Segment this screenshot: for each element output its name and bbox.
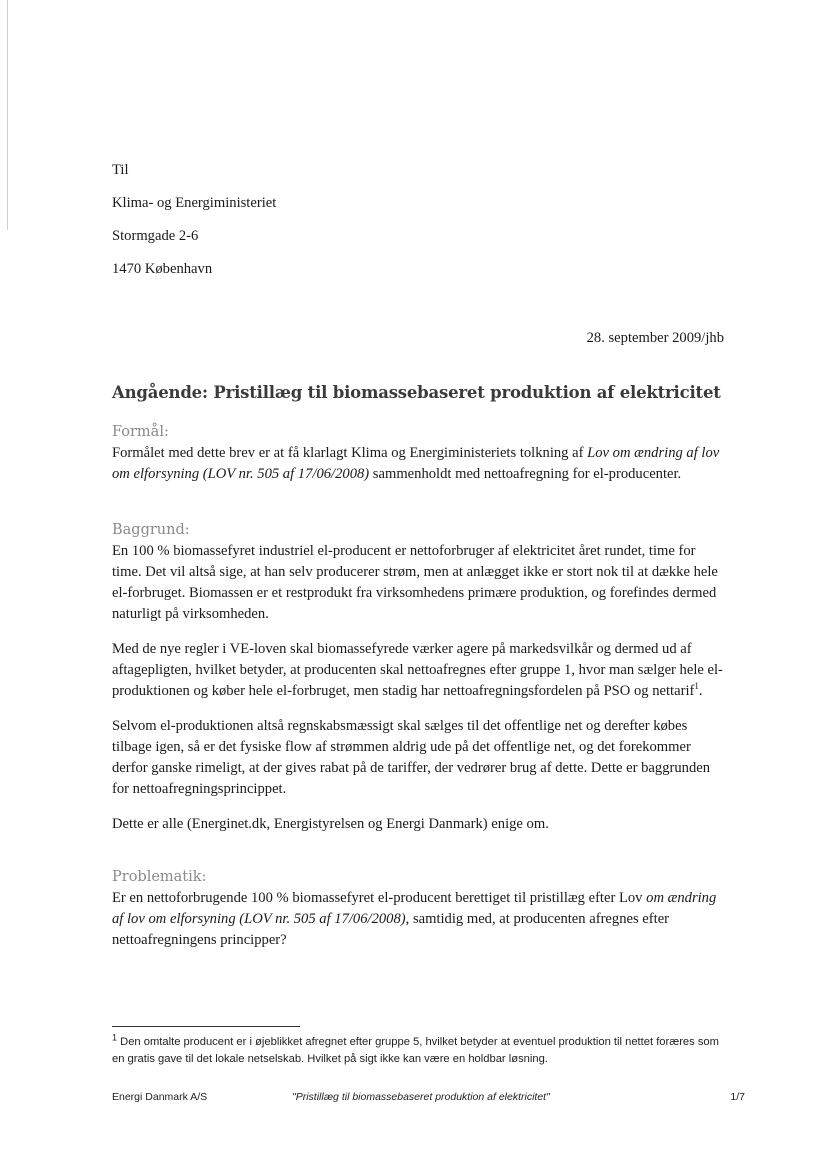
section-problematik <box>112 868 727 951</box>
baggrund-paragraph-1: En 100 % biomassefyret industriel el-producent er nettoforbruger af elektricitet året rundet, time for time. Det vil altså sige, at han selv producerer strøm, men at anlægget ikke er stort nok til at dække hele el-forbruget. Biomassen er et restprodukt fra virksomhedens primære produktion, og forefindes dermed naturligt på virksomheden. <box>112 543 718 622</box>
section-baggrund <box>112 521 727 835</box>
problematik-heading: Problematik: <box>112 869 207 885</box>
recipient-org: Klima- og Energiministeriet <box>112 195 277 211</box>
scan-edge-line <box>7 0 8 230</box>
footnote-text: Den omtalte producent er i øjeblikket afregnet efter gruppe 5, hvilket betyder at eventuel produktion til nettet foræres som en gratis gave til det lokale netselskab. Hvilket på sigt ikke kan være en holdbar løsning. <box>112 1036 719 1065</box>
recipient-street: Stormgade 2-6 <box>112 228 199 244</box>
recipient-to: Til <box>112 162 129 178</box>
section-formaal <box>112 423 727 485</box>
footer-title: "Pristillæg til biomassebaseret produktion af elektricitet" <box>292 1091 550 1103</box>
footnote-divider <box>112 1026 300 1027</box>
baggrund-heading: Baggrund: <box>112 522 190 538</box>
recipient-city: 1470 København <box>112 261 213 277</box>
formaal-law-title: Lov om ændring af lov om elforsyning (LOV nr. 505 af 17/06/2008) <box>112 445 720 482</box>
subject-heading: Angående: Pristillæg til biomassebaseret produktion af elektricitet <box>112 383 721 402</box>
baggrund-paragraph-2: Med de nye regler i VE-loven skal biomassefyrede værker agere på markedsvilkår og dermed ud af aftagepligten, hvilket betyder, at producenten skal nettoafregnes efter gruppe 1, hvor man sælger hele el-produktionen og køber hele el-forbruget, men stadig har nettoafregningsfordelen på PSO og nettarif$^1$. <box>112 641 723 699</box>
footer-company: Energi Danmark A/S <box>112 1091 208 1103</box>
letter-date: 28. september 2009/jhb <box>586 330 724 346</box>
recipient-address <box>112 160 727 292</box>
formaal-heading: Formål: <box>112 424 169 440</box>
footnote-reference: 1 <box>694 681 699 692</box>
page-number: 1/7 <box>730 1091 745 1103</box>
footnote-mark: 1 <box>112 1032 118 1043</box>
problematik-law-title: om ændring af lov om elforsyning (LOV nr. 505 af 17/06/2008) <box>112 890 717 927</box>
baggrund-paragraph-4: Dette er alle (Energinet.dk, Energistyrelsen og Energi Danmark) enige om. <box>112 816 549 832</box>
formaal-text: Formålet med dette brev er at få klarlagt Klima og Energiministeriets tolkning af Lov om ændring af lov om elforsyning (LOV nr. 505 af 17/06/2008) sammenholdt med nettoafregning for el-producenter. <box>112 445 720 482</box>
problematik-text: Er en nettoforbrugende 100 % biomassefyret el-producent berettiget til pristillæg efter Lov om ændring af lov om elforsyning (LOV nr. 505 af 17/06/2008), samtidig med, at producenten afregnes efter nettoafregningens principper? <box>112 890 717 948</box>
baggrund-paragraph-3: Selvom el-produktionen altså regnskabsmæssigt skal sælges til det offentlige net og derefter købes tilbage igen, så er det fysiske flow af strømmen aldrig ude på det offentlige net, og det forekommer derfor ganske rimeligt, at der gives rabat på de tariffer, der vedrører brug af dette. Dette er baggrunden for nettoafregningsprincippet. <box>112 718 711 797</box>
footnote <box>112 1034 727 1068</box>
